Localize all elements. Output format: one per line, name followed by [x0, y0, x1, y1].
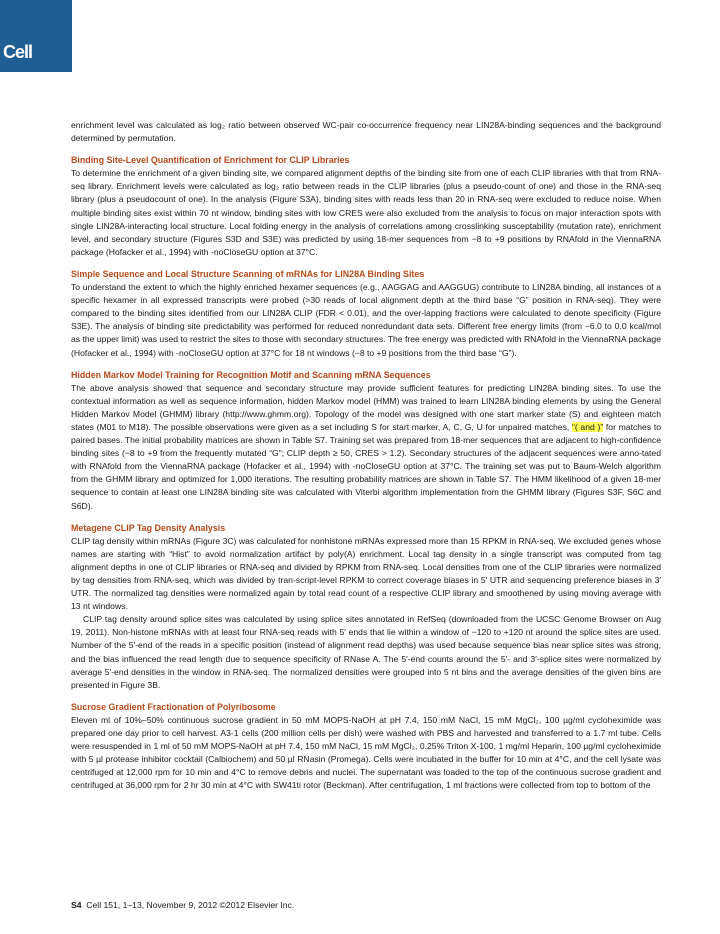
article-body [71, 119, 661, 793]
paragraph: The above analysis showed that sequence and secondary structure may provide sufficient features for predicting LIN28A binding sites. To use the contextual information as well as sequence information, hidden Markov model (HMM) was trained to learn LIN28A binding elements by using the General Hidden Markov Model (GHMM) library (http://www.ghmm.org). Topology of the model was designed with one start marker state (S) and eighteen match states (M01 to M18). The possible observations were given as a set including S for start marker, A, C, G, U for unpaired matches, “( and )” for matches to paired bases. The initial probability matrices are shown in Table S7. Training set was prepared from 18-mer sequences that are adjacent to high-confidence binding sites (−8 to +9 from the frequently mutated “G”; CLIP depth ≥ 50, CRES > 1.2). Secondary structures of the adjacent sequences were anno-tated with RNAfold from the ViennaRNA package (Hofacker et al., 1994) with -noCloseGU option at 37°C. The training set was put to Baum-Welch algorithm from the GHMM library and optimized for 1,000 iterations. The resulting probability matrices are shown in Table S7. The HMM likelihood of a given 18-mer sequence to contain at least one LIN28A binding site was calculated with Viterbi algorithm implementation from the GHMM library (Figures S3F, S6C and S6D). [71, 382, 662, 511]
section-heading: Metagene CLIP Tag Density Analysis [71, 522, 226, 533]
paragraph: To understand the extent to which the highly enriched hexamer sequences (e.g., AAGGAG and AAGGUG) contribute to LIN28A binding, all instances of a specific hexamer in all expressed transcripts were probed (>30 reads of local alignment depth at the third base “G” position in RNA-seq). They were compared to the binding sites identified from our LIN28A CLIP (FDR < 0.01), and the over-lapping fractions were calculated to denote specificity (Figure S3E). The analysis of binding site predictability was performed for reduced nonredundant data sets. Different free energy limits (from −6.0 to 0.0 kcal/mol as the upper limit) was used to restrict the sites to those with secondary structures. The free energy was predicted with RNAfold in the ViennaRNA package (Hofacker et al., 1994) with -noCloseGU option at 37°C for 18 nt windows (−8 to +9 positions from the third base “G”). [71, 282, 661, 358]
section-heading: Binding Site-Level Quantification of Enrichment for CLIP Libraries [71, 155, 350, 166]
cell-logo [0, 0, 72, 72]
highlighted-text: “( and )” [571, 421, 604, 432]
page-footer [71, 900, 294, 910]
paragraph: CLIP tag density within mRNAs (Figure 3C) was calculated for nonhistone mRNAs expressed more than 15 RPKM in RNA-seq. We excluded genes whose names are starting with “Hist” to avoid normalization artifact by poly(A) enrichment. Local tag density in a single transcript was computed from tag alignment depths in one of CLIP libraries or RNA-seq and divided by RPKM from RNA-seq. Local densities from one of the CLIP libraries were normalized by tag densities from RNA-seq, which was divided by tran-script-level RPKM to correct coverage biases in 5′ UTR and sequencing preference biases in 3′ UTR. The normalized tag densities were normalized again by total read count of a respective CLIP library and smoothened by using moving average with 13 nt windows. [71, 535, 661, 612]
section-heading: Sucrose Gradient Fractionation of Polyribosome [71, 701, 276, 712]
paragraph: To determine the enrichment of a given binding site, we compared alignment depths of the binding site from one of each CLIP libraries with that from RNA-seq library. Enrichment levels were calculated as log₂ ratio between reads in the CLIP libraries (plus a pseudo-count of one) and those in the RNA-seq library (plus a pseudocount of one). In the analysis (Figure S3A), binding sites with reads less than 20 in RNA-seq were excluded to reduce noise. When multiple binding sites exist within 70 nt window, binding sites with low CRES were also excluded from the analysis to focus on major interaction spots with single LIN28A-interacting local structure. Local folding energy in the analysis of correlations among crosslinking susceptability (mutation rate), enrichment level, and secondary structure (Figures S3D and S3E) was predicted by using 18-mer sequences from −8 to +9 positions by RNAfold in the ViennaRNA package (Hofacker et al., 1994) with -noCloseGU option at 37°C. [71, 168, 661, 257]
page-number: S4 [71, 900, 82, 910]
paragraph: CLIP tag density around splice sites was calculated by using splice sites annotated in RefSeq (downloaded from the UCSC Genome Browser on Aug 19, 2011). Non-histone mRNAs with at least four RNA-seq reads with 5′ ends that lie within a window of −120 to +120 nt around the splice sites are used. Number of the 5′-end of the reads in a specific position (instead of alignment read depths) was used because sequence bias near splice sites was strong, and the bias influenced the read length due to sequence specificity of RNase A. The 5′-end counts around the 5′- and 3′-splice sites were normalized by average 5′-end densities in the window in RNA-seq. The normalized densities were grouped into 5 nt bins and the average densities of the given bins are presented in Figure 3B. [71, 614, 661, 690]
section-heading: Hidden Markov Model Training for Recognition Motif and Scanning mRNA Sequences [71, 369, 431, 380]
cell-logo-text: Cell [3, 42, 33, 62]
paragraph: Eleven ml of 10%–50% continuous sucrose gradient in 50 mM MOPS-NaOH at pH 7.4, 150 mM NaCl, 15 mM MgCl₂, 100 µg/ml cycloheximide was prepared one day prior to cell harvest. A3-1 cells (200 million cells per dish) were washed with PBS and harvested and transferred to a 1.7 ml tube. Cells were resuspended in 1 ml of 50 mM MOPS-NaOH at pH 7.4, 150 mM NaCl, 15 mM MgCl₂, 0.25% Triton X-100, 1 mg/ml Heparin, 100 µg/ml cycloheximide with 5 µl protease inhibitor cocktail (Calbiochem) and 50 µl RNasin (Promega). Cells were incubated in the buffer for 10 min at 4°C, and the cell lysate was centrifuged at 12,000 rpm for 10 min and 4°C to remove debris and nuclei. The supernatant was loaded to the top of the continuous sucrose gradient and centrifuged at 36,000 rpm for 2 hr 30 min at 4°C with SW41ti rotor (Beckman). After centrifugation, 1 ml fractions were collected from top to bottom of the [71, 714, 661, 791]
journal-citation: Cell 151, 1–13, November 9, 2012 ©2012 Elsevier Inc. [86, 900, 295, 910]
section-heading: Simple Sequence and Local Structure Scanning of mRNAs for LIN28A Binding Sites [71, 268, 425, 279]
paragraph: enrichment level was calculated as log₂ ratio between observed WC-pair co-occurrence frequency near LIN28A-binding sequences and the background determined by permutation. [71, 120, 661, 144]
